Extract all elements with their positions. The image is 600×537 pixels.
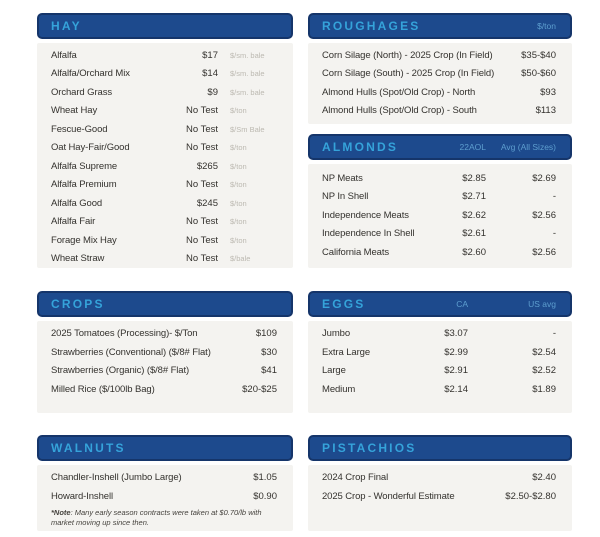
walnuts-card-body (37, 465, 293, 531)
eggs-card (308, 291, 572, 413)
walnuts-card-header (37, 435, 293, 461)
table-row (322, 325, 556, 344)
roughages-card-title: ROUGHAGES (322, 19, 421, 33)
commodity-name: Oat Hay-Fair/Good (51, 142, 130, 154)
table-row (51, 231, 277, 250)
commodity-price: $35-$40 (521, 49, 556, 61)
commodity-name: Alfalfa (51, 49, 77, 61)
commodity-price: $50-$60 (521, 68, 556, 80)
eggs-card-title: EGGS (322, 296, 366, 311)
commodity-price: $113 (535, 105, 556, 117)
walnuts-card-title: WALNUTS (51, 441, 126, 456)
table-row (51, 487, 277, 506)
table-row (51, 65, 277, 84)
table-row (322, 169, 556, 188)
commodity-price: No Test (185, 216, 218, 228)
commodity-name: Alfalfa Supreme (51, 160, 118, 172)
commodity-price: $30 (261, 346, 277, 358)
table-row (322, 83, 556, 102)
commodity-price: No Test (185, 179, 218, 191)
commodity-price: $0.90 (253, 490, 277, 502)
commodity-name: Medium (322, 383, 356, 395)
hay-card-header (37, 13, 293, 39)
commodity-name: Wheat Straw (51, 253, 105, 265)
walnuts-note-prefix: *Note (51, 508, 71, 518)
eggs-card-body (308, 321, 572, 413)
right-top-stack (308, 13, 572, 268)
almonds-card (308, 134, 572, 268)
price-us-avg: $1.89 (532, 383, 556, 395)
commodity-price: $109 (255, 328, 277, 340)
commodity-name: Independence In Shell (322, 228, 415, 240)
table-row (51, 194, 277, 213)
commodity-name: Jumbo (322, 328, 351, 340)
table-row (51, 139, 277, 158)
crops-card-header (37, 291, 293, 317)
table-row (51, 362, 277, 381)
commodity-name: Strawberries (Organic) ($/8# Flat) (51, 365, 190, 377)
table-row (322, 65, 556, 84)
hay-card (37, 13, 293, 268)
price-22aol: $2.71 (462, 191, 486, 203)
commodity-name: Forage Mix Hay (51, 234, 117, 246)
commodity-name: Strawberries (Conventional) ($/8# Flat) (51, 346, 211, 358)
pistachios-card-title: PISTACHIOS (322, 441, 417, 456)
table-row (51, 468, 277, 487)
table-row (322, 343, 556, 362)
commodity-name: Large (322, 365, 346, 377)
hay-card-title: HAY (51, 19, 82, 33)
commodity-name: Alfalfa Fair (51, 216, 96, 228)
price-ca: $2.99 (444, 346, 468, 358)
roughages-card-body (308, 43, 572, 124)
commodity-name: Milled Rice ($/100lb Bag) (51, 383, 155, 395)
price-22aol: $2.62 (462, 209, 486, 221)
commodity-name: Extra Large (322, 346, 371, 358)
table-row (322, 206, 556, 225)
table-row (322, 380, 556, 399)
price-22aol: $2.60 (462, 246, 486, 258)
commodity-price: No Test (185, 234, 218, 246)
commodity-unit: $/sm. bale (230, 69, 265, 79)
commodity-name: Independence Meats (322, 209, 409, 221)
commodity-unit: $/ton (230, 143, 247, 153)
almonds-col1-label: 22AOL (459, 142, 486, 152)
table-row (322, 468, 556, 487)
table-row (51, 250, 277, 269)
eggs-col2-label: US avg (528, 298, 556, 309)
commodity-name: Alfalfa Premium (51, 179, 117, 191)
commodity-name: Fescue-Good (51, 123, 108, 135)
commodity-name: NP Meats (322, 172, 363, 184)
commodity-unit: $/sm. bale (230, 87, 265, 97)
commodity-unit: $/ton (230, 235, 247, 245)
table-row (51, 325, 277, 344)
table-row (322, 46, 556, 65)
price-22aol: $2.61 (462, 228, 486, 240)
hay-card-body (37, 43, 293, 268)
price-avg: $2.56 (532, 246, 556, 258)
table-row (322, 362, 556, 381)
commodity-name: Corn Silage (South) - 2025 Crop (In Field) (322, 68, 495, 80)
commodity-name: NP In Shell (322, 191, 369, 203)
commodity-unit: $/sm. bale (230, 50, 265, 60)
table-row (51, 83, 277, 102)
pistachios-card (308, 435, 572, 531)
commodity-price: $9 (207, 86, 218, 98)
roughages-card (308, 13, 572, 124)
commodity-name: Orchard Grass (51, 86, 112, 98)
crops-card-title: CROPS (51, 296, 105, 311)
price-avg: $2.56 (532, 209, 556, 221)
price-ca: $2.14 (444, 383, 468, 395)
table-row (322, 243, 556, 262)
table-row (322, 188, 556, 207)
roughages-card-header (308, 13, 572, 39)
price-us-avg: - (552, 328, 556, 340)
table-row (322, 102, 556, 121)
walnuts-note (51, 508, 277, 528)
price-avg: - (552, 228, 556, 240)
almonds-col2-label: Avg (All Sizes) (500, 142, 556, 152)
commodity-price: $17 (202, 49, 218, 61)
table-row (51, 380, 277, 399)
commodity-price: $20-$25 (242, 383, 277, 395)
table-row (51, 213, 277, 232)
price-22aol: $2.85 (462, 172, 486, 184)
pistachios-card-header (308, 435, 572, 461)
price-ca: $2.91 (444, 365, 468, 377)
commodity-price: No Test (185, 105, 218, 117)
crops-card-body (37, 321, 293, 413)
commodity-unit: $/Sm Bale (230, 124, 265, 134)
pistachios-card-body (308, 465, 572, 531)
commodity-unit: $/bale (230, 254, 251, 264)
commodity-name: 2024 Crop Final (322, 472, 389, 484)
table-row (322, 225, 556, 244)
table-row (51, 46, 277, 65)
commodity-name: 2025 Crop - Wonderful Estimate (322, 490, 455, 502)
commodity-unit: $/ton (230, 180, 247, 190)
commodity-name: Alfalfa/Orchard Mix (51, 68, 130, 80)
table-row (51, 157, 277, 176)
table-row (322, 487, 556, 506)
commodity-unit: $/ton (230, 217, 247, 227)
commodity-name: 2025 Tomatoes (Processing)- $/Ton (51, 328, 198, 340)
table-row (51, 176, 277, 195)
price-ca: $3.07 (444, 328, 468, 340)
commodity-price: $2.50-$2.80 (505, 490, 556, 502)
commodity-price: $93 (540, 86, 556, 98)
commodity-name: Almond Hulls (Spot/Old Crop) - North (322, 86, 476, 98)
commodity-name: Chandler-Inshell (Jumbo Large) (51, 472, 182, 484)
almonds-card-header (308, 134, 572, 160)
walnuts-card (37, 435, 293, 531)
commodity-unit: $/ton (230, 106, 247, 116)
roughages-unit-label: $/ton (537, 21, 556, 31)
commodity-name: Howard-Inshell (51, 490, 113, 502)
commodity-unit: $/ton (230, 161, 247, 171)
commodity-unit: $/ton (230, 198, 247, 208)
almonds-card-title: ALMONDS (322, 140, 399, 154)
commodity-price: $245 (196, 197, 218, 209)
table-row (51, 102, 277, 121)
walnuts-note-text: : Many early season contracts were taken at $0.70/lb with market moving up since then. (51, 508, 262, 528)
commodity-name: Alfalfa Good (51, 197, 103, 209)
commodity-name: Wheat Hay (51, 105, 98, 117)
commodity-price: $1.05 (253, 472, 277, 484)
commodity-name: California Meats (322, 246, 390, 258)
crops-card (37, 291, 293, 413)
commodity-name: Corn Silage (North) - 2025 Crop (In Field) (322, 49, 493, 61)
commodity-price: $265 (196, 160, 218, 172)
price-avg: $2.69 (532, 172, 556, 184)
eggs-card-header (308, 291, 572, 317)
price-us-avg: $2.52 (532, 365, 556, 377)
table-row (51, 343, 277, 362)
commodity-price: No Test (185, 253, 218, 265)
price-avg: - (552, 191, 556, 203)
price-us-avg: $2.54 (532, 346, 556, 358)
table-row (51, 120, 277, 139)
commodity-price: No Test (185, 123, 218, 135)
almonds-card-body (308, 164, 572, 268)
commodity-price: $14 (202, 68, 218, 80)
eggs-col1-label: CA (456, 298, 468, 309)
commodity-price: No Test (185, 142, 218, 154)
commodity-price: $2.40 (532, 472, 556, 484)
commodity-price: $41 (261, 365, 277, 377)
commodity-name: Almond Hulls (Spot/Old Crop) - South (322, 105, 477, 117)
